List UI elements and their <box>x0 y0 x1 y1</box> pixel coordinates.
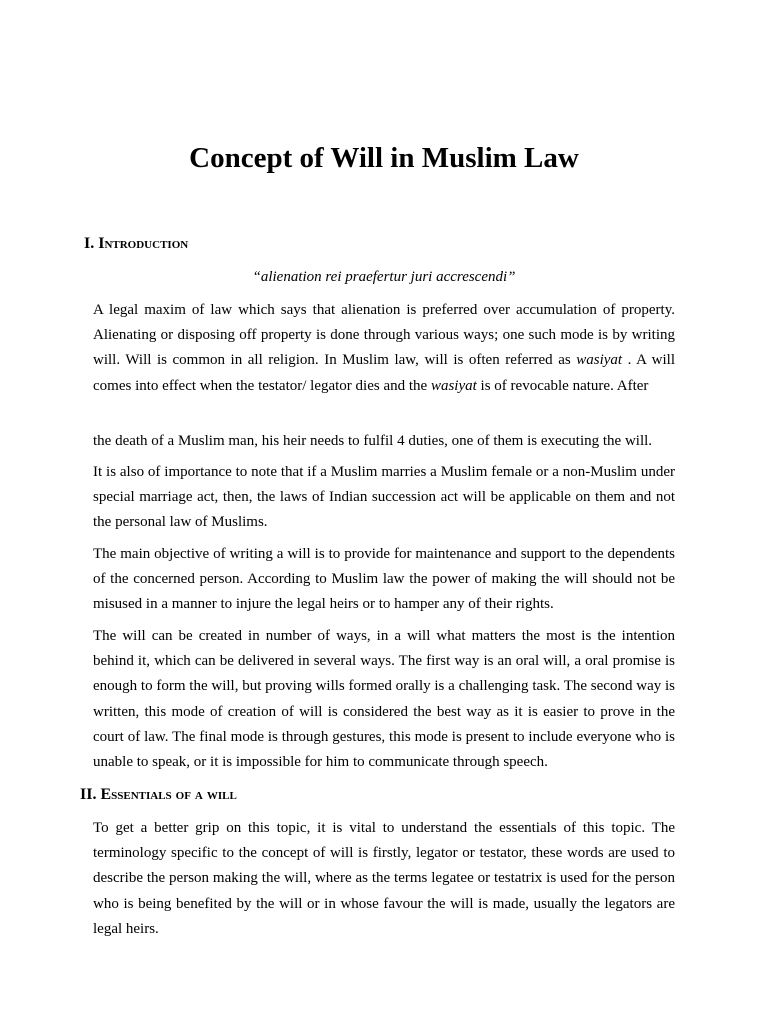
italic-term: wasiyat <box>430 377 477 394</box>
section-title: Introduction <box>98 235 189 252</box>
section-title: Essentials of a will <box>100 786 237 803</box>
paragraph-text: A legal maxim of law which says that alienation is preferred over accumulation of property. Alienating or disposing off property is done through various ways; one such mode is by writing will. Will is common in all religion. In Muslim law, will is often referred as <box>93 302 675 369</box>
paragraph-legal-maxim <box>93 298 675 399</box>
paragraph-essentials: To get a better grip on this topic, it is vital to understand the essentials of this topic. The terminology specific to the concept of will is firstly, legator or testator, these words are used to describe the person making the will, where as the terms legatee or testatrix is used for the person who is being benefited by the will or in whose favour the will is made, usually the legators are legal heirs. <box>93 820 675 937</box>
paragraph-text: is of revocable nature. After <box>476 377 649 394</box>
paragraph-modes-of-will: The will can be created in number of ways, in a will what matters the most is the intention behind it, which can be delivered in several ways. The first way is an oral will, a oral promise is enough to form the will, but proving wills formed orally is a challenging task. The second way is written, this mode of creation of will is considered the best way as it is easier to prove in the court of law. The final mode is through gestures, this mode is present to include everyone who is unable to speak, or it is impossible for him to communicate through speech. <box>93 628 675 771</box>
paragraph-objective: The main objective of writing a will is to provide for maintenance and support to the dependents of the concerned person. According to Muslim law the power of making the will should not be misused in a manner to injure the legal heirs or to hamper any of their rights. <box>93 546 675 613</box>
section-heading-introduction <box>84 233 188 255</box>
italic-term: wasiyat <box>576 352 623 369</box>
section-heading-essentials <box>80 784 237 806</box>
paragraph-special-marriage-act: It is also of importance to note that if a Muslim marries a Muslim female or a non-Muslim under special marriage act, then, the laws of Indian succession act will be applicable on them and not the personal law of Muslims. <box>93 464 675 531</box>
document-title: Concept of Will in Muslim Law <box>189 142 579 174</box>
paragraph-text: . A will comes into effect when the testator/ legator dies and the <box>93 352 675 394</box>
section-number: II. <box>80 786 97 803</box>
section-number: I. <box>84 235 95 252</box>
latin-maxim-quote: “alienation rei praefertur juri accrescendi” <box>252 269 516 285</box>
paragraph-heir-duties: the death of a Muslim man, his heir needs to fulfil 4 duties, one of them is executing the will. <box>93 433 653 449</box>
